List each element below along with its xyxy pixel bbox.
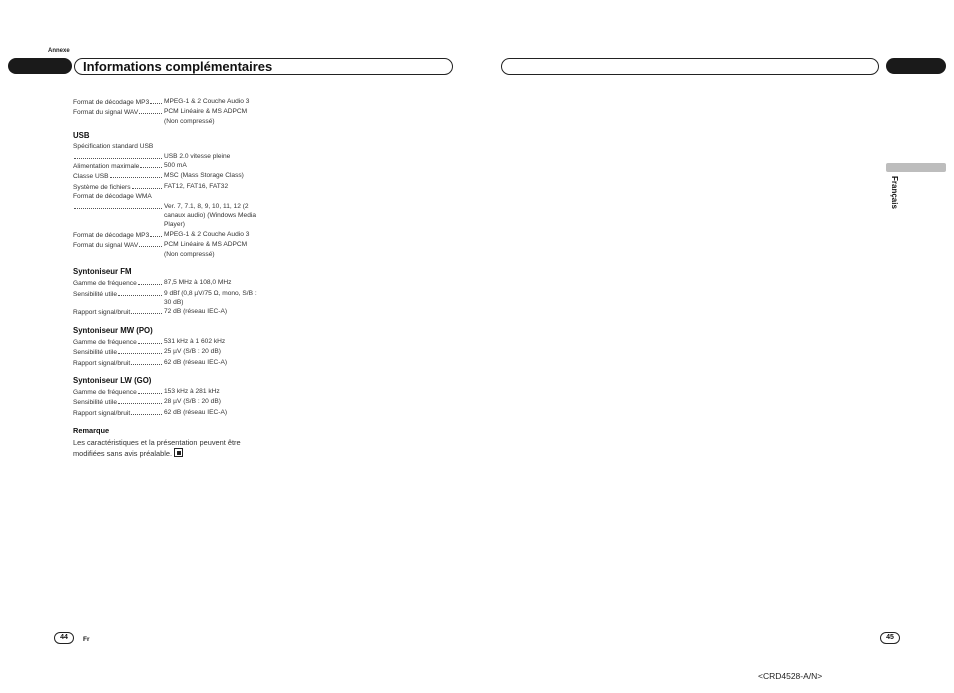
- title-bar: [74, 58, 453, 75]
- spec-row: [73, 97, 263, 107]
- spec-label-cell: [73, 240, 164, 259]
- spec-value: 87,5 MHz à 108,0 MHz: [164, 279, 232, 287]
- spec-label: Classe USB: [73, 173, 109, 181]
- language-side-tab: [886, 163, 946, 172]
- spec-label-cell: [73, 289, 164, 308]
- note: [73, 437, 263, 459]
- spec-label-cell: [73, 182, 164, 192]
- end-mark-icon: [174, 448, 183, 457]
- spec-row: [73, 230, 263, 240]
- spec-value: 62 dB (réseau IEC-A): [164, 408, 228, 416]
- spec-label: Alimentation maximale: [73, 163, 140, 171]
- leader-dots: [138, 387, 162, 394]
- spec-row: [73, 161, 263, 171]
- spec-label: Format du signal WAV: [73, 109, 139, 117]
- spec-label-cell: [73, 387, 164, 397]
- spec-row: [73, 240, 263, 259]
- spec-row: [73, 192, 263, 201]
- spec-label-cell: [73, 397, 164, 407]
- spec-label-cell: [73, 192, 168, 201]
- spec-value: 153 kHz à 281 kHz: [164, 387, 220, 395]
- spec-value: 9 dBf (0,8 µV/75 Ω, mono, S/B : 30 dB): [164, 289, 257, 306]
- spec-label: Sensibilité utile: [73, 399, 117, 407]
- spec-label-cell: [73, 408, 164, 418]
- spec-label-cell: [73, 337, 164, 347]
- spec-label: Rapport signal/bruit: [73, 409, 131, 417]
- spec-label-cell: [73, 107, 164, 126]
- spec-value: USB 2.0 vitesse pleine: [164, 152, 231, 160]
- spec-value: 62 dB (réseau IEC-A): [164, 358, 228, 366]
- spec-value: 28 µV (S/B : 20 dB): [164, 398, 221, 406]
- spec-row: [73, 171, 263, 181]
- spec-value: PCM Linéaire & MS ADPCM (Non compressé): [164, 108, 248, 125]
- spec-label: Format du signal WAV: [73, 242, 139, 250]
- spec-row: [73, 152, 263, 161]
- page-number-right: 45: [880, 632, 900, 644]
- spec-row: [73, 347, 263, 357]
- spec-label-cell: [73, 152, 164, 161]
- usb-specs: [73, 142, 263, 259]
- spec-value: [168, 142, 263, 151]
- spec-value: FAT12, FAT16, FAT32: [164, 182, 229, 190]
- note-heading: Remarque: [73, 426, 110, 436]
- leader-dots: [131, 307, 162, 314]
- leader-dots: [118, 347, 162, 354]
- mw-heading: Syntoniseur MW (PO): [73, 325, 153, 335]
- language-code: Fr: [83, 636, 90, 643]
- leader-dots: [118, 289, 162, 296]
- spec-value: 72 dB (réseau IEC-A): [164, 308, 228, 316]
- leader-dots: [74, 152, 162, 159]
- leader-dots: [139, 107, 162, 114]
- spec-row: [73, 387, 263, 397]
- leader-dots: [150, 97, 162, 104]
- spec-label: Format de décodage WMA: [73, 193, 152, 201]
- spec-value: PCM Linéaire & MS ADPCM (Non compressé): [164, 241, 248, 258]
- spec-label-cell: [73, 347, 164, 357]
- spec-label: Sensibilité utile: [73, 349, 117, 357]
- spec-row: [73, 307, 263, 317]
- spec-label: Sensibilité utile: [73, 290, 117, 298]
- spec-value: 531 kHz à 1 602 kHz: [164, 337, 226, 345]
- usb-heading: USB: [73, 131, 90, 141]
- leader-dots: [131, 408, 162, 415]
- document-code: <CRD4528-A/N>: [758, 671, 823, 681]
- leader-dots: [138, 278, 162, 285]
- specifications: [73, 97, 263, 459]
- leader-dots: [140, 161, 162, 168]
- spec-row: [73, 202, 263, 230]
- specs-top: [73, 97, 263, 126]
- spec-value: [168, 192, 263, 201]
- spec-value: Ver. 7, 7.1, 8, 9, 10, 11, 12 (2 canaux audio) (Windows Media Player): [164, 202, 256, 229]
- fm-specs: [73, 278, 263, 318]
- spec-row: [73, 289, 263, 308]
- leader-dots: [139, 240, 162, 247]
- spec-value: 500 mA: [164, 162, 187, 170]
- spec-value: MPEG-1 & 2 Couche Audio 3: [164, 230, 250, 238]
- spec-row: [73, 107, 263, 126]
- spec-label-cell: [73, 161, 164, 171]
- leader-dots: [131, 358, 162, 365]
- lw-heading: Syntoniseur LW (GO): [73, 375, 152, 385]
- spec-label-cell: [73, 307, 164, 317]
- fm-heading: Syntoniseur FM: [73, 267, 132, 277]
- leader-dots: [132, 182, 162, 189]
- spec-row: [73, 397, 263, 407]
- right-page-tab: [886, 58, 946, 74]
- spec-value: MPEG-1 & 2 Couche Audio 3: [164, 98, 250, 105]
- leader-dots: [138, 337, 162, 344]
- spec-label: Rapport signal/bruit: [73, 359, 131, 367]
- leader-dots: [150, 230, 162, 237]
- lw-specs: [73, 387, 263, 418]
- spec-label-cell: [73, 142, 168, 151]
- language-label: Français: [890, 176, 899, 209]
- right-title-bar: [501, 58, 879, 75]
- leader-dots: [118, 397, 162, 404]
- section-label: Annexe: [48, 48, 70, 54]
- leader-dots: [74, 202, 162, 209]
- spec-label-cell: [73, 358, 164, 368]
- spec-value: MSC (Mass Storage Class): [164, 172, 244, 180]
- spec-label-cell: [73, 171, 164, 181]
- leader-dots: [110, 171, 162, 178]
- spec-label: Gamme de fréquence: [73, 280, 137, 288]
- spec-label: Système de fichiers: [73, 183, 131, 191]
- spec-row: [73, 337, 263, 347]
- note-text: Les caractéristiques et la présentation peuvent être modifiées sans avis préalable.: [73, 438, 241, 459]
- spec-label: Rapport signal/bruit: [73, 309, 131, 317]
- spec-label: Gamme de fréquence: [73, 388, 137, 396]
- spec-label: Gamme de fréquence: [73, 338, 137, 346]
- page-number-left: 44: [54, 632, 74, 644]
- spec-label-cell: [73, 97, 164, 107]
- spec-label: Spécification standard USB: [73, 143, 154, 151]
- spec-row: [73, 408, 263, 418]
- spec-label: Format de décodage MP3: [73, 231, 150, 239]
- page-title: Informations complémentaires: [83, 59, 273, 74]
- mw-specs: [73, 337, 263, 368]
- spec-value: 25 µV (S/B : 20 dB): [164, 348, 221, 356]
- left-page-tab: [8, 58, 72, 74]
- spec-label-cell: [73, 230, 164, 240]
- spec-row: [73, 358, 263, 368]
- spec-row: [73, 278, 263, 288]
- spec-label-cell: [73, 202, 164, 230]
- spec-label: Format de décodage MP3: [73, 99, 150, 106]
- spec-label-cell: [73, 278, 164, 288]
- spec-row: [73, 182, 263, 192]
- spec-row: [73, 142, 263, 151]
